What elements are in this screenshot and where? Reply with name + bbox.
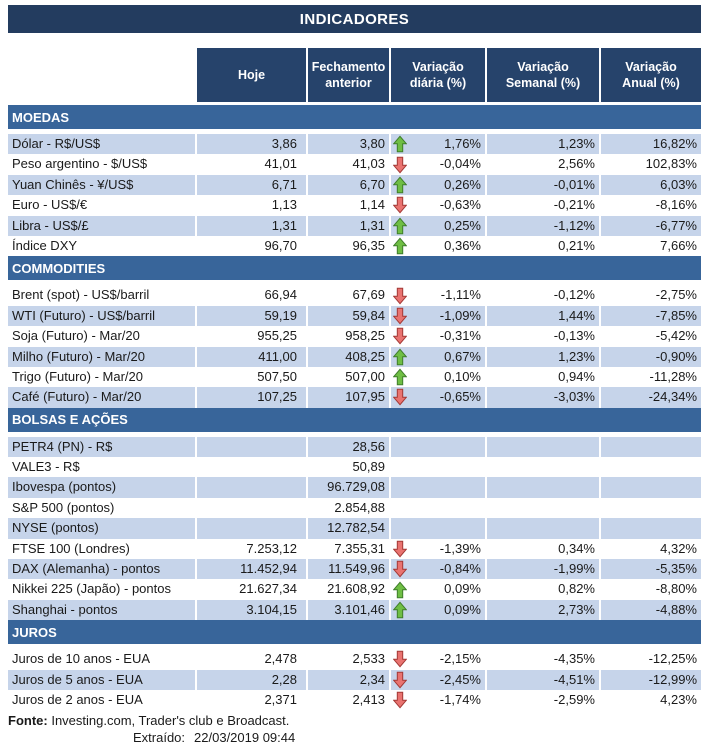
section-header-commodities: COMMODITIES (8, 256, 701, 280)
fechamento-anterior-value: 67,69 (352, 287, 385, 303)
hoje-value (197, 498, 308, 518)
row-label: WTI (Futuro) - US$/barril (8, 306, 197, 326)
hoje-value: 6,71 (197, 175, 308, 195)
hoje-value: 2,371 (264, 691, 297, 707)
variacao-semanal-value: -4,35% (553, 651, 595, 667)
hoje-value: 955,25 (257, 328, 297, 344)
hoje-value (197, 437, 308, 457)
fechamento-anterior-value: 1,31 (308, 216, 391, 236)
variacao-diaria-value: -1,74% (391, 690, 487, 710)
fechamento-anterior-value: 11.549,96 (308, 559, 391, 579)
variacao-diaria-value: 0,67% (391, 347, 487, 367)
fechamento-anterior-value: 96,35 (352, 237, 385, 253)
table-row (8, 649, 701, 669)
fechamento-anterior-value: 12.782,54 (308, 518, 391, 538)
variacao-diaria-value: 0,25% (391, 216, 487, 236)
variacao-semanal-value: -0,01% (487, 175, 601, 195)
variacao-semanal-value: -0,21% (553, 197, 595, 213)
table-row (8, 518, 701, 538)
variacao-anual-value: -5,42% (655, 328, 697, 344)
fechamento-anterior-value: 28,56 (308, 437, 391, 457)
row-label: Peso argentino - $/US$ (12, 156, 148, 172)
table-row (8, 175, 701, 195)
table-row (8, 347, 701, 367)
arrow-up-icon (393, 581, 407, 598)
variacao-semanal-value: -0,13% (553, 328, 595, 344)
variacao-anual-value: -0,90% (601, 347, 701, 367)
hoje-value: 1,31 (197, 216, 308, 236)
variacao-anual-value (601, 437, 701, 457)
fechamento-anterior-value: 408,25 (308, 347, 391, 367)
variacao-diaria-value: -1,39% (391, 539, 487, 559)
table-row (8, 437, 701, 457)
variacao-diaria-value: -1,11% (391, 285, 487, 305)
variacao-diaria-value: 0,26% (391, 175, 487, 195)
arrow-down-icon (393, 540, 407, 557)
variacao-semanal-value (487, 477, 601, 497)
indicators-table (8, 48, 701, 746)
variacao-semanal-value: -1,12% (487, 216, 601, 236)
variacao-semanal-value: -4,51% (487, 670, 601, 690)
variacao-semanal-value: 0,94% (558, 368, 595, 384)
variacao-diaria-value: -1,09% (391, 306, 487, 326)
hoje-value: 66,94 (264, 287, 297, 303)
variacao-diaria-value: 0,09% (391, 579, 487, 599)
row-label: Libra - US$/£ (8, 216, 197, 236)
row-label: DAX (Alemanha) - pontos (8, 559, 197, 579)
row-label: Euro - US$/€ (12, 197, 88, 213)
variacao-semanal-value: 2,56% (558, 156, 595, 172)
variacao-anual-value: 102,83% (645, 156, 697, 172)
variacao-diaria-value: 1,76% (391, 134, 487, 154)
table-row (8, 457, 701, 477)
fechamento-anterior-value: 3.101,46 (308, 600, 391, 620)
variacao-semanal-value (487, 518, 601, 538)
fechamento-anterior-value: 7.355,31 (334, 540, 385, 556)
fechamento-anterior-value: 507,00 (345, 368, 385, 384)
table-row (8, 559, 701, 579)
fechamento-anterior-value: 2,34 (308, 670, 391, 690)
variacao-anual-value: -6,77% (601, 216, 701, 236)
extracted-datetime: 22/03/2019 09:44 (194, 730, 296, 746)
arrow-up-icon (393, 217, 407, 234)
variacao-semanal-value: 1,23% (487, 347, 601, 367)
arrow-down-icon (393, 328, 407, 345)
table-footer (8, 712, 701, 746)
table-header-row (8, 48, 701, 102)
column-header-variacao-anual: Variação Anual (%) (601, 48, 701, 102)
arrow-down-icon (393, 287, 407, 304)
variacao-anual-value: -12,99% (601, 670, 701, 690)
extracted-line (8, 729, 701, 746)
row-label: Milho (Futuro) - Mar/20 (8, 347, 197, 367)
table-row (8, 477, 701, 497)
table-row (8, 134, 701, 154)
arrow-up-icon (393, 369, 407, 386)
hoje-value: 21.627,34 (239, 581, 297, 597)
variacao-anual-value (601, 518, 701, 538)
variacao-anual-value: 16,82% (601, 134, 701, 154)
hoje-value (197, 477, 308, 497)
extracted-label: Extraído: (133, 730, 186, 746)
variacao-anual-value: 6,03% (601, 175, 701, 195)
arrow-up-icon (393, 136, 407, 153)
source-text: Investing.com, Trader's club e Broadcast. (47, 713, 290, 729)
arrow-up-icon (393, 176, 407, 193)
variacao-anual-value: 4,23% (660, 691, 697, 707)
section-header-moedas: MOEDAS (8, 105, 701, 129)
hoje-value: 7.253,12 (246, 540, 297, 556)
variacao-semanal-value: 1,44% (487, 306, 601, 326)
variacao-semanal-value (487, 437, 601, 457)
variacao-diaria-value: -2,45% (391, 670, 487, 690)
hoje-value: 11.452,94 (197, 559, 308, 579)
variacao-semanal-value: 2,73% (487, 600, 601, 620)
hoje-value: 59,19 (197, 306, 308, 326)
table-row (8, 579, 701, 599)
table-row (8, 326, 701, 346)
variacao-anual-value: -11,28% (649, 368, 697, 384)
fechamento-anterior-value: 107,95 (308, 387, 391, 407)
fechamento-anterior-value: 2,413 (352, 691, 385, 707)
variacao-semanal-value: 1,23% (487, 134, 601, 154)
table-row (8, 670, 701, 690)
hoje-value: 3.104,15 (197, 600, 308, 620)
variacao-semanal-value: 0,34% (558, 540, 595, 556)
variacao-semanal-value (487, 498, 601, 518)
fechamento-anterior-value: 59,84 (308, 306, 391, 326)
table-row (8, 306, 701, 326)
fechamento-anterior-value: 21.608,92 (327, 581, 385, 597)
fechamento-anterior-value: 41,03 (352, 156, 385, 172)
table-row (8, 539, 701, 559)
variacao-anual-value: -7,85% (601, 306, 701, 326)
variacao-semanal-value (487, 457, 601, 477)
row-label: FTSE 100 (Londres) (12, 540, 130, 556)
row-label: Shanghai - pontos (8, 600, 197, 620)
arrow-down-icon (393, 156, 407, 173)
row-label: Soja (Futuro) - Mar/20 (12, 328, 140, 344)
variacao-anual-value: -8,80% (655, 581, 697, 597)
fechamento-anterior-value: 958,25 (345, 328, 385, 344)
hoje-value (197, 518, 308, 538)
row-label: Trigo (Futuro) - Mar/20 (12, 368, 143, 384)
variacao-diaria-value: -0,65% (391, 387, 487, 407)
row-label: PETR4 (PN) - R$ (8, 437, 197, 457)
arrow-down-icon (393, 651, 407, 668)
row-label: Yuan Chinês - ¥/US$ (8, 175, 197, 195)
fechamento-anterior-value: 50,89 (352, 459, 385, 475)
variacao-diaria-value: -0,04% (391, 154, 487, 174)
table-row (8, 285, 701, 305)
column-header-fechamento-anterior: Fechamento anterior (308, 48, 391, 102)
variacao-anual-value: -24,34% (601, 387, 701, 407)
hoje-value: 2,28 (197, 670, 308, 690)
arrow-down-icon (393, 307, 407, 324)
variacao-semanal-value: -2,59% (553, 691, 595, 707)
arrow-down-icon (393, 671, 407, 688)
table-row (8, 195, 701, 215)
variacao-diaria-value: 0,36% (391, 236, 487, 256)
variacao-diaria-value: -0,31% (391, 326, 487, 346)
table-row (8, 236, 701, 256)
variacao-anual-value: -2,75% (655, 287, 697, 303)
variacao-anual-value: -4,88% (601, 600, 701, 620)
column-header-hoje: Hoje (197, 48, 308, 102)
arrow-up-icon (393, 602, 407, 619)
variacao-semanal-value: 0,21% (558, 237, 595, 253)
arrow-down-icon (393, 692, 407, 709)
variacao-diaria-value: -2,15% (391, 649, 487, 669)
row-label: Ibovespa (pontos) (8, 477, 197, 497)
hoje-value: 41,01 (264, 156, 297, 172)
hoje-value: 1,13 (271, 197, 297, 213)
variacao-semanal-value: -3,03% (487, 387, 601, 407)
variacao-anual-value: 4,32% (660, 540, 697, 556)
variacao-diaria-value (391, 498, 487, 518)
section-header-juros: JUROS (8, 620, 701, 644)
hoje-value (197, 457, 308, 477)
fechamento-anterior-value: 6,70 (308, 175, 391, 195)
variacao-semanal-value: -0,12% (553, 287, 595, 303)
variacao-diaria-value: 0,09% (391, 600, 487, 620)
fechamento-anterior-value: 2.854,88 (334, 499, 385, 515)
variacao-diaria-value (391, 477, 487, 497)
fechamento-anterior-value: 2,533 (352, 651, 385, 667)
variacao-anual-value: -8,16% (655, 197, 697, 213)
source-line (8, 712, 701, 729)
table-body (8, 105, 701, 710)
hoje-value: 411,00 (197, 347, 308, 367)
variacao-anual-value (601, 457, 701, 477)
variacao-anual-value: -5,35% (601, 559, 701, 579)
variacao-diaria-value (391, 518, 487, 538)
section-header-bolsas-e-acoes: BOLSAS E AÇÕES (8, 408, 701, 432)
variacao-anual-value: -12,25% (648, 651, 697, 667)
table-row (8, 367, 701, 387)
row-label: Juros de 5 anos - EUA (8, 670, 197, 690)
fechamento-anterior-value: 1,14 (359, 197, 385, 213)
hoje-value: 3,86 (197, 134, 308, 154)
variacao-anual-value: 7,66% (660, 237, 697, 253)
variacao-semanal-value: 0,82% (558, 581, 595, 597)
hoje-value: 107,25 (197, 387, 308, 407)
row-label: S&P 500 (pontos) (12, 499, 115, 515)
arrow-up-icon (393, 238, 407, 255)
arrow-down-icon (393, 197, 407, 214)
variacao-diaria-value: 0,10% (391, 367, 487, 387)
row-label: VALE3 - R$ (12, 459, 80, 475)
variacao-diaria-value: -0,63% (391, 195, 487, 215)
column-header-variacao-diaria: Variação diária (%) (391, 48, 487, 102)
variacao-diaria-value (391, 457, 487, 477)
variacao-diaria-value: -0,84% (391, 559, 487, 579)
variacao-anual-value (601, 498, 701, 518)
row-label: Café (Futuro) - Mar/20 (8, 387, 197, 407)
hoje-value: 2,478 (264, 651, 297, 667)
column-header-variacao-semanal: Variação Semanal (%) (487, 48, 601, 102)
row-label: Nikkei 225 (Japão) - pontos (12, 581, 171, 597)
hoje-value: 96,70 (264, 237, 297, 253)
fechamento-anterior-value: 96.729,08 (308, 477, 391, 497)
row-label: Índice DXY (12, 237, 78, 253)
page-title: INDICADORES (8, 5, 701, 33)
variacao-anual-value (601, 477, 701, 497)
row-label: Juros de 2 anos - EUA (12, 691, 143, 707)
row-label: Dólar - R$/US$ (8, 134, 197, 154)
column-header-empty (8, 48, 197, 102)
table-row (8, 387, 701, 407)
table-row (8, 216, 701, 236)
arrow-up-icon (393, 348, 407, 365)
row-label: NYSE (pontos) (8, 518, 197, 538)
row-label: Brent (spot) - US$/barril (12, 287, 150, 303)
source-label: Fonte: (8, 713, 48, 729)
variacao-semanal-value: -1,99% (487, 559, 601, 579)
arrow-down-icon (393, 561, 407, 578)
table-row (8, 600, 701, 620)
table-row (8, 498, 701, 518)
row-label: Juros de 10 anos - EUA (12, 651, 151, 667)
fechamento-anterior-value: 3,80 (308, 134, 391, 154)
arrow-down-icon (393, 389, 407, 406)
table-row (8, 154, 701, 174)
hoje-value: 507,50 (257, 368, 297, 384)
variacao-diaria-value (391, 437, 487, 457)
table-row (8, 690, 701, 710)
